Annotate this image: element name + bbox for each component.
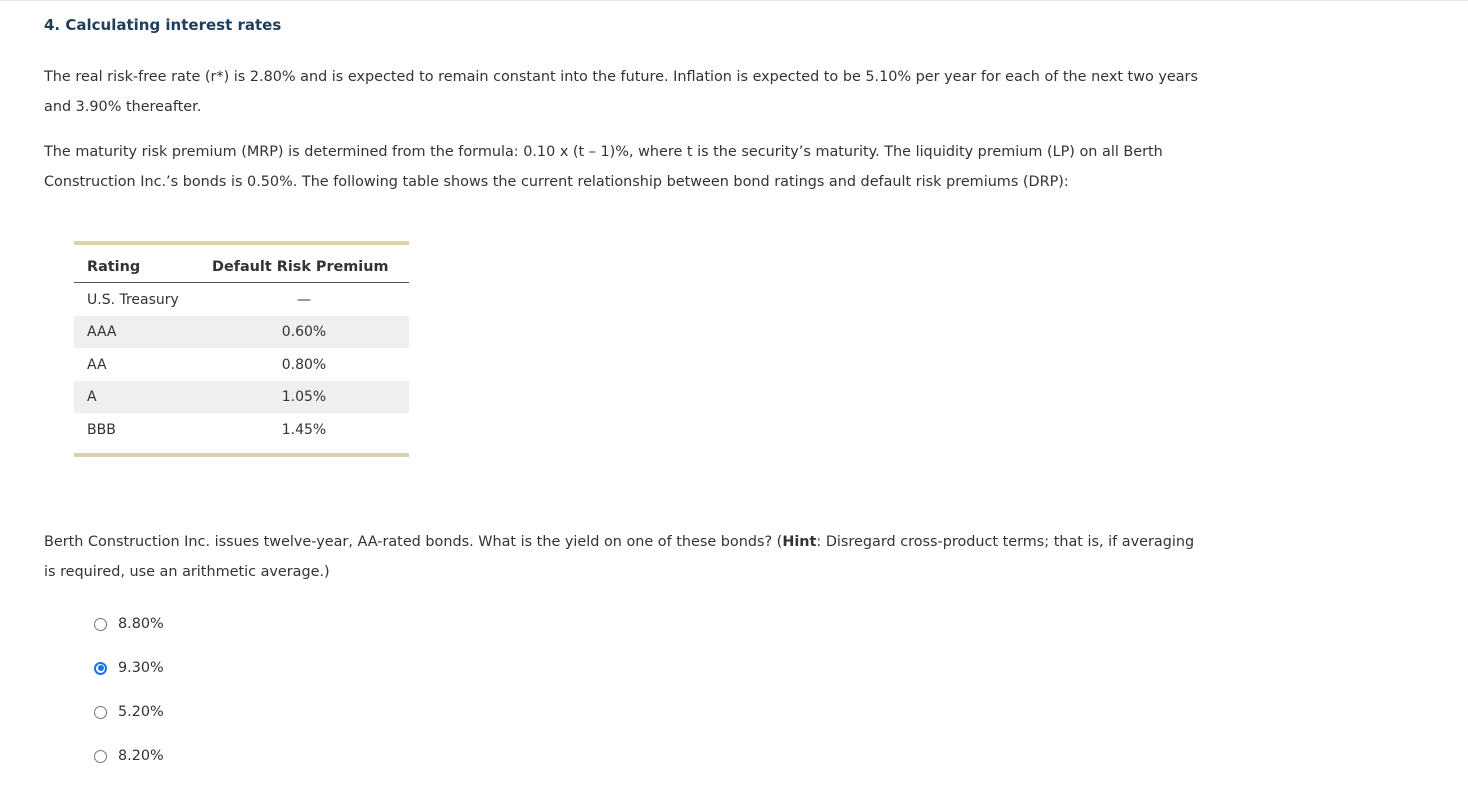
drp-cell: — xyxy=(297,292,311,308)
paragraph-rates: The real risk-free rate (r*) is 2.80% and is expected to remain constant into the future. Inflation is expected to be 5.10% per year for each of the next two years and 3.90% thereafter. xyxy=(44,69,1198,115)
option-label[interactable]: 8.20% xyxy=(118,748,164,764)
table-bottom-bar xyxy=(74,453,409,457)
question-title: 4. Calculating interest rates xyxy=(44,16,282,34)
table-row xyxy=(74,316,409,348)
drp-cell: 0.80% xyxy=(281,357,327,373)
table-row xyxy=(74,414,409,446)
radio-button[interactable] xyxy=(94,706,107,719)
drp-cell: 1.05% xyxy=(281,389,327,405)
option-label[interactable]: 5.20% xyxy=(118,704,164,720)
drp-table xyxy=(74,241,409,438)
drp-cell: 1.45% xyxy=(281,422,327,438)
table-row xyxy=(74,284,409,316)
prompt-suffix: : Disregard cross-product terms; that is, if averaging is required, use an arithmetic average.) xyxy=(44,534,1195,580)
option-label[interactable]: 8.80% xyxy=(118,616,164,632)
table-row xyxy=(74,349,409,381)
radio-button-selected[interactable] xyxy=(94,662,107,675)
answer-option[interactable] xyxy=(94,746,164,766)
top-divider xyxy=(0,0,1468,1)
option-label[interactable]: 9.30% xyxy=(118,660,164,676)
hint-label: Hint xyxy=(782,534,817,550)
rating-cell: U.S. Treasury xyxy=(87,292,179,308)
answer-option[interactable] xyxy=(94,658,164,678)
header-rating: Rating xyxy=(87,259,141,275)
rating-cell: A xyxy=(87,389,97,405)
rating-cell: BBB xyxy=(87,422,116,438)
radio-button[interactable] xyxy=(94,618,107,631)
answer-option[interactable] xyxy=(94,702,164,722)
question-prompt xyxy=(44,527,1204,587)
header-default-risk-premium: Default Risk Premium xyxy=(212,259,389,275)
rating-cell: AA xyxy=(87,357,107,373)
answer-option[interactable] xyxy=(94,614,164,634)
table-row xyxy=(74,381,409,413)
table-header xyxy=(74,245,409,283)
radio-button[interactable] xyxy=(94,750,107,763)
rating-cell: AAA xyxy=(87,324,117,340)
prompt-prefix: Berth Construction Inc. issues twelve-year, AA-rated bonds. What is the yield on one of these bonds? ( xyxy=(44,534,783,550)
paragraph-premiums: The maturity risk premium (MRP) is determined from the formula: 0.10 x (t – 1)%, where t is the security’s maturity. The liquidity premium (LP) on all Berth Construction Inc.’s bonds is 0.50%. The following table shows the current relationship between bond ratings and default risk premiums (DRP): xyxy=(44,144,1163,190)
drp-cell: 0.60% xyxy=(281,324,327,340)
